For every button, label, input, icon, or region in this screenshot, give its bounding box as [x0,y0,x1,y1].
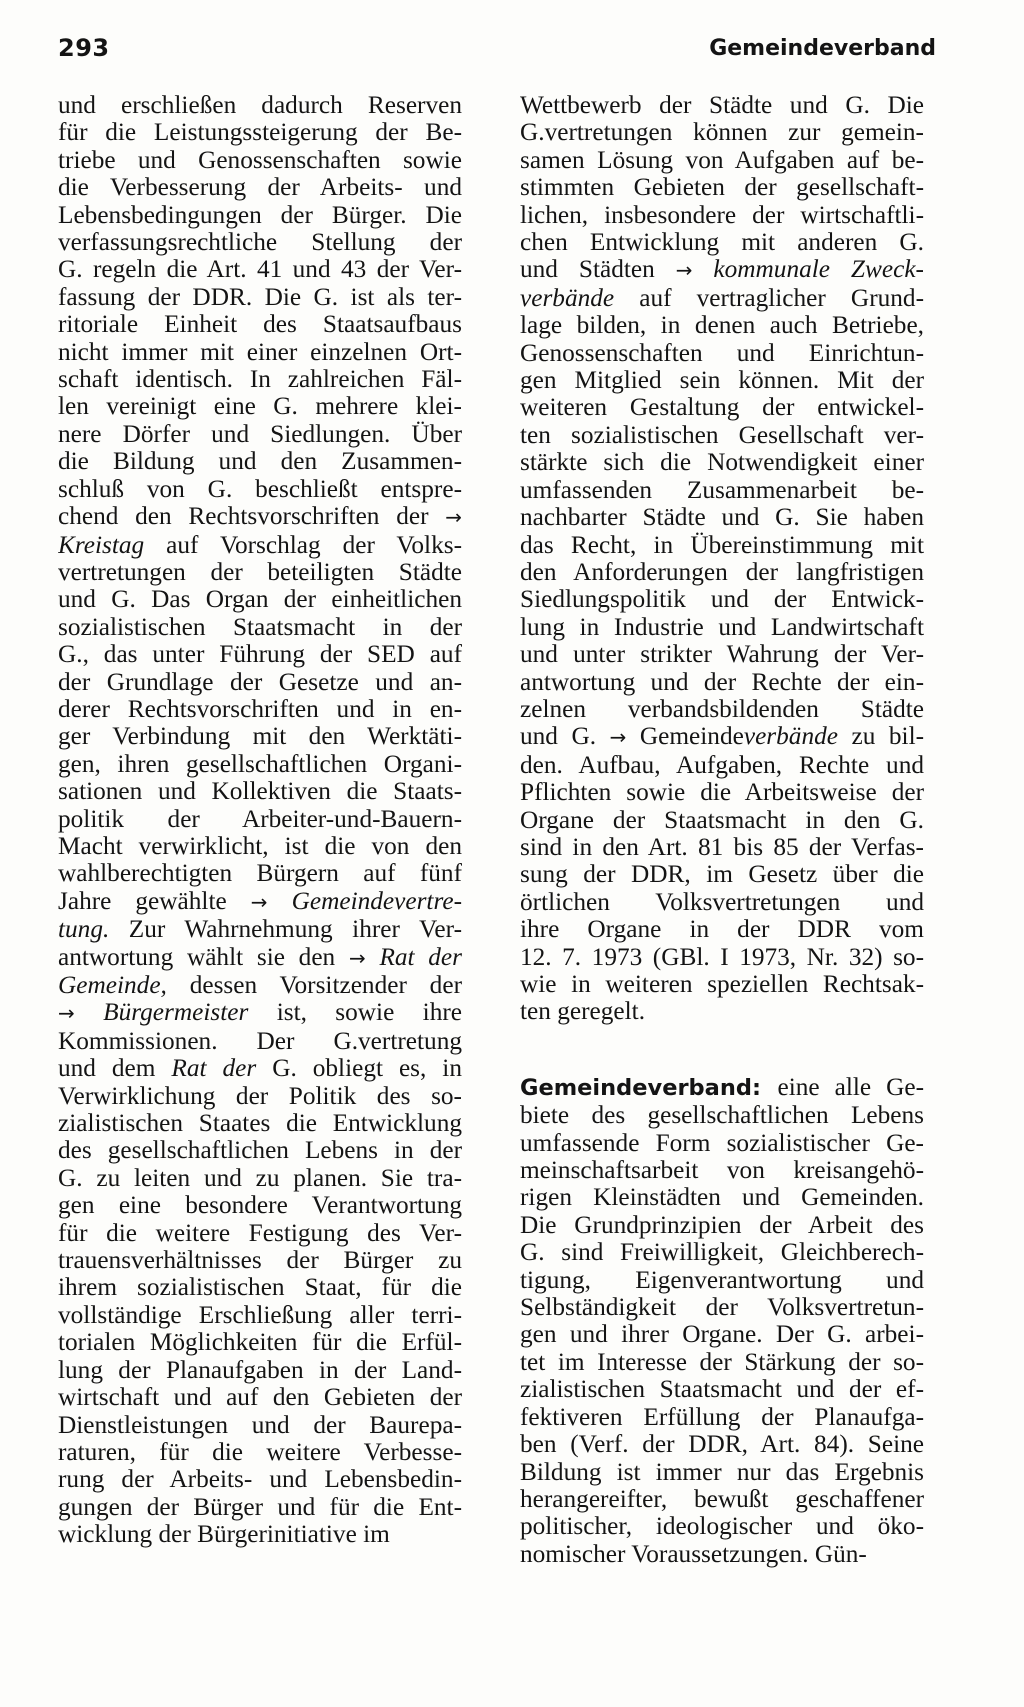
text-line: den Anforderungen der langfristigen [520,558,924,586]
text-line: nere Dörfer und Siedlungen. Über [58,420,462,448]
text-line: Lebensbedingungen der Bürger. Die [58,201,462,229]
text-line: ben (Verf. der DDR, Art. 84). Seine [520,1431,924,1459]
text-line: G. sind Freiwilligkeit, Gleichberech- [520,1239,924,1267]
text-line: lage bilden, in denen auch Betriebe, [520,312,924,340]
text-line: lung der Planaufgaben in der Land- [58,1356,462,1384]
text-line: und dem Rat der G. obliegt es, in [58,1055,462,1083]
text-line: politik der Arbeiter-und-Bauern- [58,805,462,833]
text-line: weiteren Gestaltung der entwickel- [520,394,924,422]
text-line: nicht immer mit einer einzelnen Ort- [58,338,462,366]
text-line: G. zu leiten und zu planen. Sie tra- [58,1164,462,1192]
text-line: wirtschaft und auf den Gebieten der [58,1384,462,1412]
text-line: Gemeindeverband: eine alle Ge- [520,1073,924,1101]
text-line: des gesellschaftlichen Lebens in der [58,1137,462,1165]
text-line: chend den Rechtsvorschriften der → [58,503,462,531]
text-line: und G. → Gemeindeverbände zu bil- [520,723,924,751]
text-line: stärkte sich die Notwendigkeit einer [520,449,924,477]
text-line: gen und ihrer Organe. Der G. arbei- [520,1321,924,1349]
text-line: schluß von G. beschließt entspre- [58,475,462,503]
text-line: rung der Arbeits- und Lebensbedin- [58,1466,462,1494]
text-line: lung in Industrie und Landwirtschaft [520,613,924,641]
headword: Gemeindeverband: [520,1074,778,1101]
text-line: die Verbesserung der Arbeits- und [58,174,462,202]
text-line: Organe der Staatsmacht in den G. [520,806,924,834]
text-line: vollständige Erschließung aller terri- [58,1301,462,1329]
text-line: antwortung wählt sie den → Rat der [58,943,462,971]
text-line: G.vertretungen können zur gemein- [520,119,924,147]
text-line: meinschaftsarbeit von kreisangehö- [520,1157,924,1185]
text-line: Kreistag auf Vorschlag der Volks- [58,531,462,559]
text-line: sozialistischen Staatsmacht in der [58,613,462,641]
text-line: den. Aufbau, Aufgaben, Rechte und [520,751,924,779]
text-line: derer Rechtsvorschriften und in en- [58,695,462,723]
page-number: 293 [58,34,110,62]
text-line: Dienstleistungen und der Baurepa- [58,1411,462,1439]
left-column [58,92,462,1549]
text-line: politischer, ideologischer und öko- [520,1513,924,1541]
text-line: für die Leistungssteigerung der Be- [58,119,462,147]
text-line: ihre Organe in der DDR vom [520,916,924,944]
text-line: fassung der DDR. Die G. ist als ter- [58,283,462,311]
text-line: stimmten Gebieten der gesellschaft- [520,174,924,202]
text-line: torialen Möglichkeiten für die Erfül- [58,1329,462,1357]
text-line: raturen, für die weitere Verbesse- [58,1438,462,1466]
text-line: ger Verbindung mit den Werktäti- [58,723,462,751]
entry-separator [520,1026,924,1074]
text-line: biete des gesellschaftlichen Lebens [520,1102,924,1130]
text-line: umfassende Form sozialistischer Ge- [520,1129,924,1157]
text-line: 12. 7. 1973 (GBl. I 1973, Nr. 32) so- [520,943,924,971]
text-line: Verwirklichung der Politik des so- [58,1082,462,1110]
text-line: samen Lösung von Aufgaben auf be- [520,146,924,174]
text-line: ihrem sozialistischen Staat, für die [58,1274,462,1302]
text-line: der Grundlage der Gesetze und an- [58,668,462,696]
text-line: gungen der Bürger und für die Ent- [58,1493,462,1521]
text-line: Genossenschaften und Einrichtun- [520,339,924,367]
text-line: wie in weiteren speziellen Rechtsak- [520,971,924,998]
text-line: Pflichten sowie die Arbeitsweise der [520,779,924,807]
text-line: Siedlungspolitik und der Entwick- [520,586,924,614]
text-line: gen, ihren gesellschaftlichen Organi- [58,750,462,778]
text-line: für die weitere Festigung des Ver- [58,1219,462,1247]
entry-gemeindeverband [520,1074,924,1568]
text-line: tigung, Eigenverantwortung und [520,1266,924,1294]
text-line: Kommissionen. Der G.vertretung [58,1027,462,1055]
text-line: sationen und Kollektiven die Staats- [58,778,462,806]
text-line: ritoriale Einheit des Staatsaufbaus [58,311,462,339]
text-line: rigen Kleinstädten und Gemeinden. [520,1184,924,1212]
text-line: Jahre gewählte → Gemeindevertre- [58,887,462,915]
text-line: ten sozialistischen Gesellschaft ver- [520,421,924,449]
text-line: wahlberechtigten Bürgern auf fünf [58,860,462,888]
text-line: nachbarter Städte und G. Sie haben [520,504,924,532]
text-line: len vereinigt eine G. mehrere klei- [58,393,462,421]
text-line: und Städten → kommunale Zweck- [520,256,924,284]
text-line: Selbständigkeit der Volksvertretun- [520,1294,924,1322]
text-line: örtlichen Volksvertretungen und [520,888,924,916]
right-column [520,92,924,1568]
text-line: Die Grundprinzipien der Arbeit des [520,1211,924,1239]
text-line: umfassenden Zusammenarbeit be- [520,476,924,504]
text-line: gen eine besondere Verantwortung [58,1192,462,1220]
text-line: herangereifter, bewußt geschaffener [520,1485,924,1513]
running-head: Gemeindeverband [709,36,936,61]
text-line: tet im Interesse der Stärkung der so- [520,1348,924,1376]
text-line: chen Entwicklung mit anderen G. [520,229,924,257]
text-line: Wettbewerb der Städte und G. Die [520,92,924,119]
text-line: G., das unter Führung der SED auf [58,641,462,669]
text-line: nomischer Voraussetzungen. Gün- [520,1540,867,1568]
text-line: zialistischen Staatsmacht und der ef- [520,1376,924,1404]
text-line: trauensverhältnisses der Bürger zu [58,1247,462,1275]
text-line: → Bürgermeister ist, sowie ihre [58,999,462,1027]
text-line: und unter strikter Wahrung der Ver- [520,641,924,669]
text-line: Macht verwirklicht, ist die von den [58,832,462,860]
text-line: G. regeln die Art. 41 und 43 der Ver- [58,256,462,284]
right-column-text-part1 [520,92,924,1026]
text-line: sind in den Art. 81 bis 85 der Verfas- [520,833,924,861]
text-line: sung der DDR, im Gesetz über die [520,861,924,889]
text-line: verbände auf vertraglicher Grund- [520,284,924,312]
text-line: gen Mitglied sein können. Mit der [520,367,924,395]
text-line: tung. Zur Wahrnehmung ihrer Ver- [58,916,462,944]
text-line: zialistischen Staates die Entwicklung [58,1110,462,1138]
left-column-text [58,92,462,1549]
text-line: ten geregelt. [520,998,646,1026]
text-line: wicklung der Bürgerinitiative im [58,1521,390,1549]
text-line: und erschließen dadurch Reserven [58,92,462,119]
text-line: triebe und Genossenschaften sowie [58,146,462,174]
text-line: vertretungen der beteiligten Städte [58,558,462,586]
text-line: das Recht, in Übereinstimmung mit [520,531,924,559]
text-line: und G. Das Organ der einheitlichen [58,586,462,614]
text-line: fektiveren Erfüllung der Planaufga- [520,1403,924,1431]
text-line: antwortung und der Rechte der ein- [520,668,924,696]
text-line: Bildung ist immer nur das Ergebnis [520,1458,924,1486]
text-line: verfassungsrechtliche Stellung der [58,229,462,257]
text-line: schaft identisch. In zahlreichen Fäl- [58,366,462,394]
text-line: lichen, insbesondere der wirtschaftli- [520,201,924,229]
text-line: Gemeinde, dessen Vorsitzender der [58,972,462,999]
text-line: die Bildung und den Zusammen- [58,448,462,476]
text-line: zelnen verbandsbildenden Städte [520,695,924,723]
